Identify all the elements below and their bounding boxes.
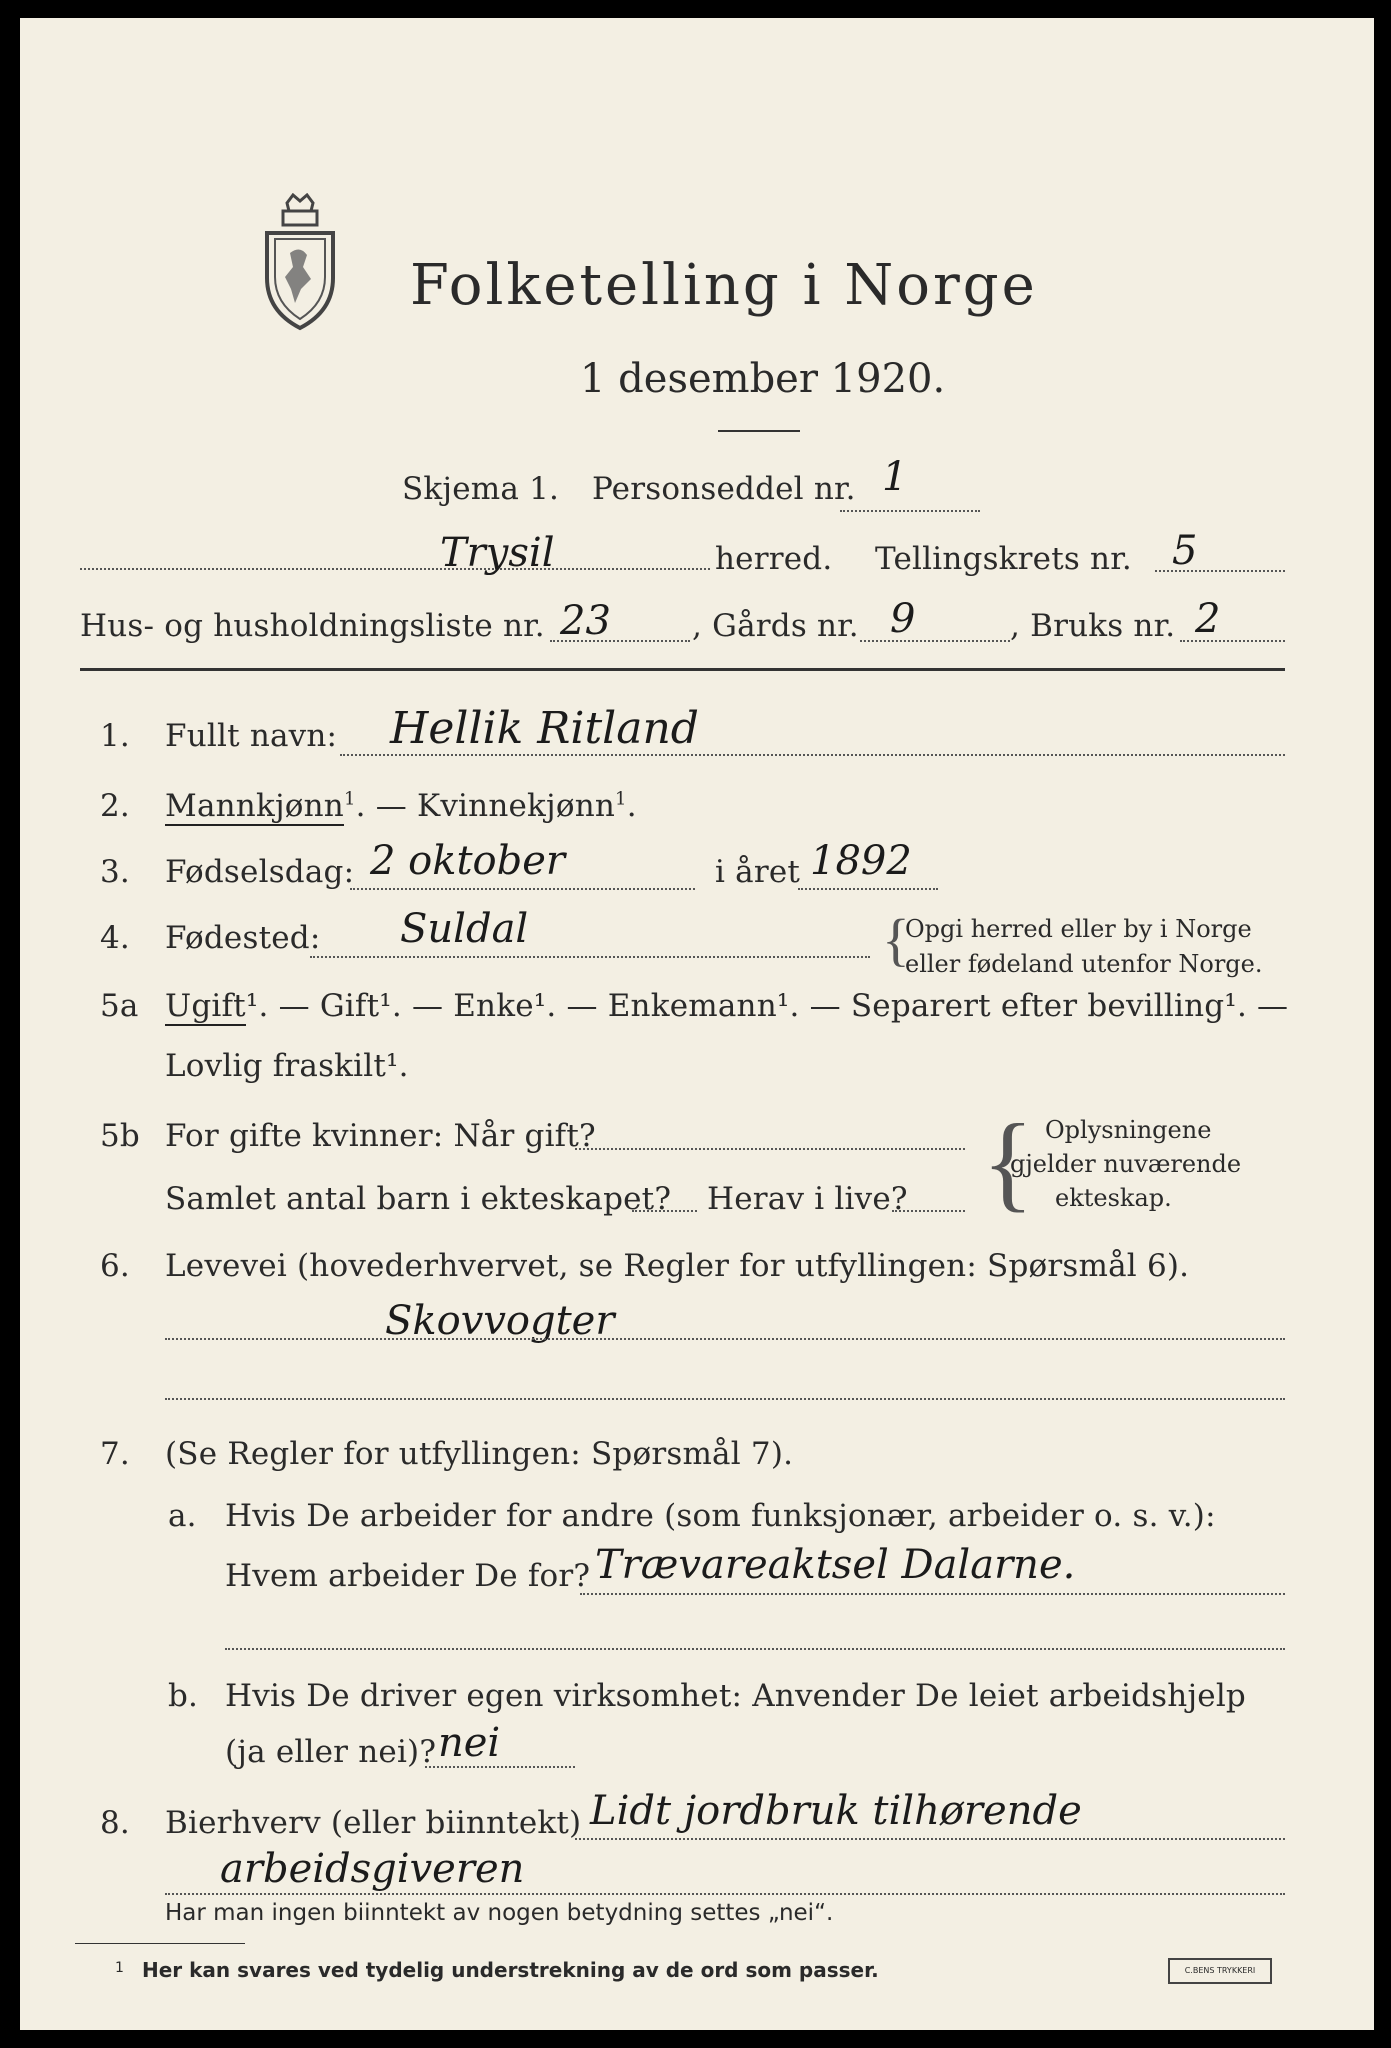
herred-value: Trysil [440, 530, 555, 576]
q7a-value: Trævareaktsel Dalarne. [595, 1542, 1076, 1588]
q5b-note3: ekteskap. [1055, 1184, 1172, 1212]
q8-line1 [575, 1838, 1285, 1840]
husliste-line [550, 640, 690, 642]
personseddel-value: 1 [882, 454, 908, 500]
q3-number: 3. [100, 854, 130, 890]
q7a-line1: Hvis De arbeider for andre (som funksjonær, arbeider o. s. v.): [225, 1498, 1216, 1534]
q3-year-label: i året [715, 854, 801, 890]
q5b-herav-line [892, 1210, 965, 1212]
q5a-line2: Lovlig fraskilt¹. [165, 1048, 409, 1084]
q6-label: Levevei (hovederhvervet, se Regler for utfyllingen: Spørsmål 6). [165, 1248, 1190, 1284]
herred-line [80, 568, 710, 570]
q5b-line2: Samlet antal barn i ekteskapet? [165, 1181, 672, 1217]
q5a-ugift: Ugift [165, 988, 246, 1024]
tellingskrets-label: Tellingskrets nr. [875, 541, 1132, 577]
q3-year-value: 1892 [810, 838, 912, 884]
q3-label: Fødselsdag: [165, 854, 355, 890]
q5b-note1: Oplysningene [1045, 1116, 1212, 1144]
q2-mann: Mannkjønn [165, 788, 344, 824]
personseddel-line [840, 510, 980, 512]
q7b-value: nei [438, 1720, 501, 1766]
q6-line1 [165, 1338, 1285, 1340]
q3-line [350, 888, 695, 890]
q1-value: Hellik Ritland [390, 703, 699, 754]
q7-number: 7. [100, 1436, 130, 1472]
q8-line2 [165, 1893, 1285, 1895]
q5b-gift-line [575, 1148, 965, 1150]
census-date: 1 desember 1920. [580, 356, 946, 402]
header-divider [80, 668, 1285, 671]
skjema-label: Skjema 1. [402, 471, 560, 507]
footnote-mark: 1 [115, 1960, 124, 1976]
q8-note: Har man ingen biinntekt av nogen betydning settes „nei“. [165, 1900, 834, 1926]
q7a-line2: Hvem arbeider De for? [225, 1558, 591, 1594]
q7b-line1: Hvis De driver egen virksomhet: Anvender De leiet arbeidshjelp [225, 1678, 1246, 1714]
bruks-value: 2 [1195, 596, 1221, 642]
q7a-letter: a. [168, 1498, 197, 1534]
q8-number: 8. [100, 1805, 130, 1841]
herred-label: herred. [715, 541, 833, 577]
q5a-number: 5a [100, 988, 139, 1024]
q5b-brace: { [982, 1103, 1034, 1222]
q1-label: Fullt navn: [165, 718, 338, 754]
personseddel-label: Personseddel nr. [592, 471, 856, 507]
q4-note-line1: Opgi herred eller by i Norge [905, 915, 1252, 943]
q6-number: 6. [100, 1248, 130, 1284]
q4-label: Fødested: [165, 920, 321, 956]
q5b-herav: Herav i live? [707, 1181, 908, 1217]
q4-number: 4. [100, 920, 130, 956]
q4-line [310, 956, 870, 958]
q7a-line-extra [225, 1648, 1285, 1650]
q1-line [340, 754, 1285, 756]
q5b-note2: gjelder nuværende [1010, 1150, 1242, 1178]
q6-value: Skovvogter [385, 1298, 615, 1344]
gards-value: 9 [890, 596, 916, 642]
husliste-label: Hus- og husholdningsliste nr. [80, 608, 545, 644]
q4-value: Suldal [400, 906, 529, 952]
q5b-line1: For gifte kvinner: Når gift? [165, 1118, 596, 1154]
footnote-divider [75, 1943, 245, 1944]
gards-line [860, 640, 1010, 642]
husliste-value: 23 [560, 598, 611, 644]
bruks-label: , Bruks nr. [1010, 608, 1176, 644]
footnote-text: Her kan svares ved tydelig understrekning av de ord som passer. [142, 1958, 879, 1982]
q7b-letter: b. [168, 1678, 199, 1714]
q7b-line [425, 1766, 575, 1768]
q4-brace: { [882, 907, 910, 972]
q2-number: 2. [100, 788, 130, 824]
q5b-barn-line [632, 1210, 697, 1212]
gards-label: , Gårds nr. [692, 608, 859, 644]
tellingskrets-value: 5 [1172, 528, 1198, 574]
q8-value2: arbeidsgiveren [220, 1846, 525, 1892]
q6-line2 [165, 1398, 1285, 1400]
q7b-line2: (ja eller nei)? [225, 1734, 437, 1770]
title-divider [718, 430, 800, 432]
q7-label: (Se Regler for utfyllingen: Spørsmål 7). [165, 1436, 794, 1472]
q7a-line [580, 1593, 1285, 1595]
q5b-number: 5b [100, 1118, 140, 1154]
q8-value1: Lidt jordbruk tilhørende [590, 1788, 1082, 1834]
form-title: Folketelling i Norge [410, 253, 1038, 318]
q2-options: Mannkjønn$^1$. — Kvinnekjønn$^1$. [165, 788, 637, 824]
q4-note-line2: eller fødeland utenfor Norge. [905, 950, 1263, 978]
census-form-page [20, 18, 1374, 2030]
q8-label: Bierhverv (eller biinntekt) [165, 1805, 582, 1841]
printer-stamp: C.BENS TRYKKERI [1168, 1958, 1272, 1984]
q3-value: 2 oktober [370, 838, 566, 884]
q1-number: 1. [100, 718, 130, 754]
q5a-options: Ugift¹. — Gift¹. — Enke¹. — Enkemann¹. — Separert efter bevilling¹. — [165, 988, 1289, 1024]
tellingskrets-line [1155, 570, 1285, 572]
q3-year-line [798, 888, 938, 890]
coat-of-arms-icon [245, 193, 355, 333]
bruks-line [1180, 640, 1285, 642]
